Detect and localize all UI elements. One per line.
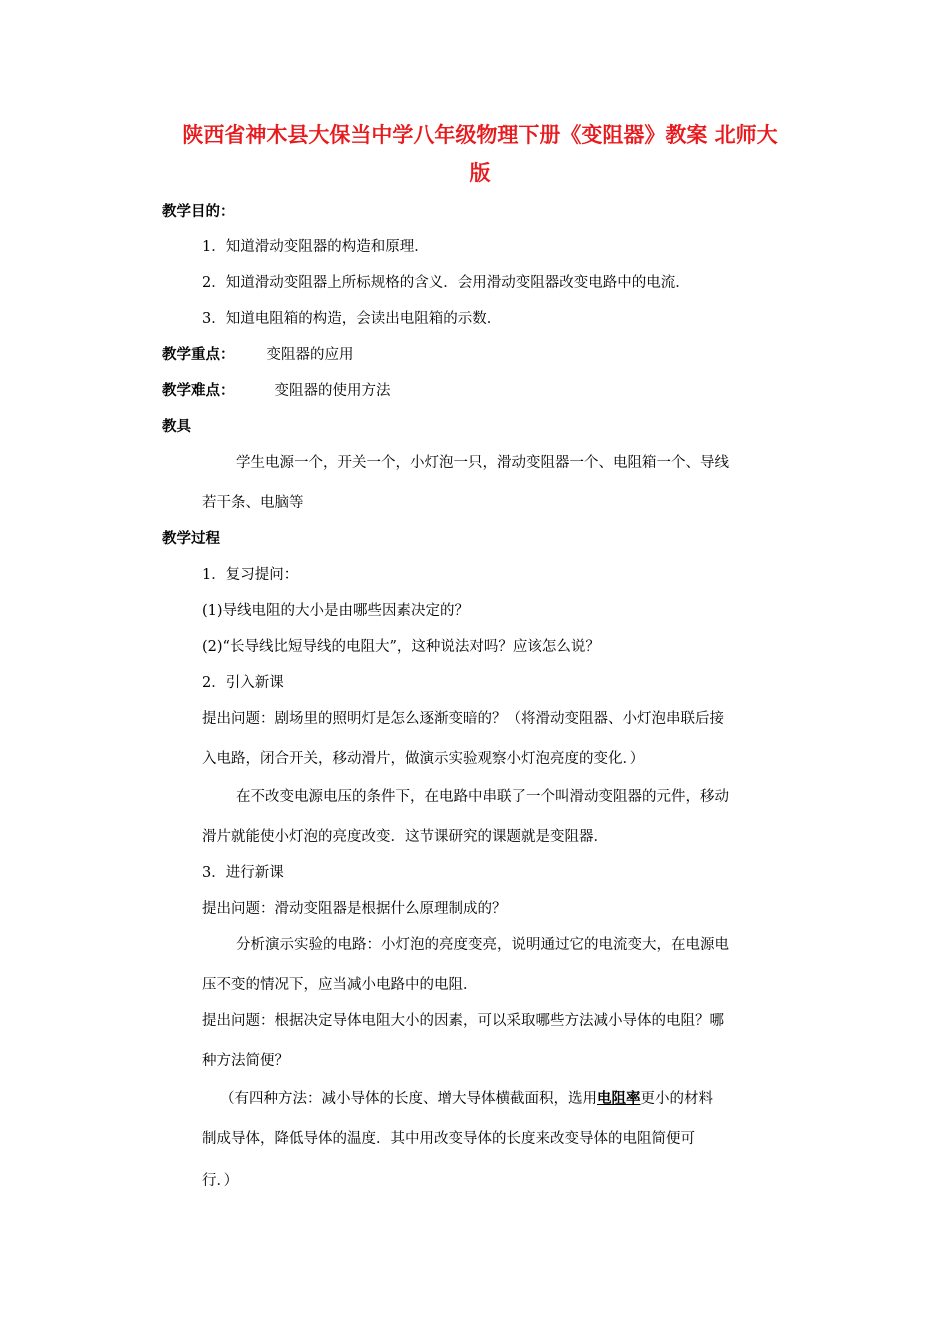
intro-paragraph-2-line-2: 滑片就能使小灯泡的亮度改变．这节课研究的课题就是变阻器． <box>202 829 608 845</box>
key-point-value: 变阻器的应用 <box>266 347 354 363</box>
document-title-line-2: 版 <box>469 161 491 185</box>
objective-item-1: 1．知道滑动变阻器的构造和原理． <box>202 239 429 255</box>
new-lesson-question-1: 提出问题：滑动变阻器是根据什么原理制成的？ <box>202 901 507 917</box>
intro-paragraph-2-line-1: 在不改变电源电压的条件下，在电路中串联了一个叫滑动变阻器的元件，移动 <box>236 789 729 805</box>
answer-line-1-end: 更小的材料 <box>640 1091 713 1107</box>
difficulty-row <box>162 382 391 400</box>
analysis-line-1: 分析演示实验的电路：小灯泡的亮度变亮，说明通过它的电流变大，在电源电 <box>236 937 729 953</box>
process-heading: 教学过程 <box>162 531 220 547</box>
answer-line-1 <box>220 1090 713 1108</box>
answer-line-3: 行．） <box>202 1173 239 1189</box>
objective-item-2: 2．知道滑动变阻器上所标规格的含义．会用滑动变阻器改变电路中的电流． <box>202 275 690 291</box>
tools-line-1: 学生电源一个，开关一个，小灯泡一只，滑动变阻器一个、电阻箱一个、导线 <box>236 455 729 471</box>
analysis-line-2: 压不变的情况下，应当减小电路中的电阻． <box>202 977 478 993</box>
answer-line-1-start: （有四种方法：减小导体的长度、增大导体横截面积，选用 <box>220 1091 597 1107</box>
objectives-heading: 教学目的： <box>162 204 235 220</box>
new-lesson-question-2-line-1: 提出问题：根据决定导体电阻大小的因素，可以采取哪些方法减小导体的电阻？哪 <box>202 1013 724 1029</box>
review-question-1: (1)导线电阻的大小是由哪些因素决定的？ <box>202 603 470 619</box>
new-lesson-question-2-line-2: 种方法简便？ <box>202 1053 289 1069</box>
tools-heading: 教具 <box>162 419 191 435</box>
document-title-line-1: 陕西省神木县大保当中学八年级物理下册《变阻器》教案 北师大 <box>182 123 778 147</box>
resistivity-link[interactable]: 电阻率 <box>597 1091 641 1107</box>
difficulty-value: 变阻器的使用方法 <box>274 383 391 399</box>
new-lesson-heading: 3．进行新课 <box>202 865 284 881</box>
key-point-row <box>162 346 354 364</box>
intro-paragraph-1-line-2: 入电路，闭合开关，移动滑片，做演示实验观察小灯泡亮度的变化．） <box>202 751 645 767</box>
objective-item-3: 3．知道电阻箱的构造，会读出电阻箱的示数． <box>202 311 502 327</box>
intro-paragraph-1-line-1: 提出问题：剧场里的照明灯是怎么逐渐变暗的？（将滑动变阻器、小灯泡串联后接 <box>202 711 724 727</box>
review-question-2: (2)“长导线比短导线的电阻大”，这种说法对吗？应该怎么说？ <box>202 639 600 655</box>
intro-heading: 2．引入新课 <box>202 675 284 691</box>
tools-line-2: 若干条、电脑等 <box>202 495 304 511</box>
review-heading: 1．复习提问： <box>202 567 299 583</box>
key-point-label: 教学重点： <box>162 347 235 363</box>
answer-line-2: 制成导体，降低导体的温度．其中用改变导体的长度来改变导体的电阻简便可 <box>202 1131 695 1147</box>
difficulty-label: 教学难点： <box>162 383 235 399</box>
